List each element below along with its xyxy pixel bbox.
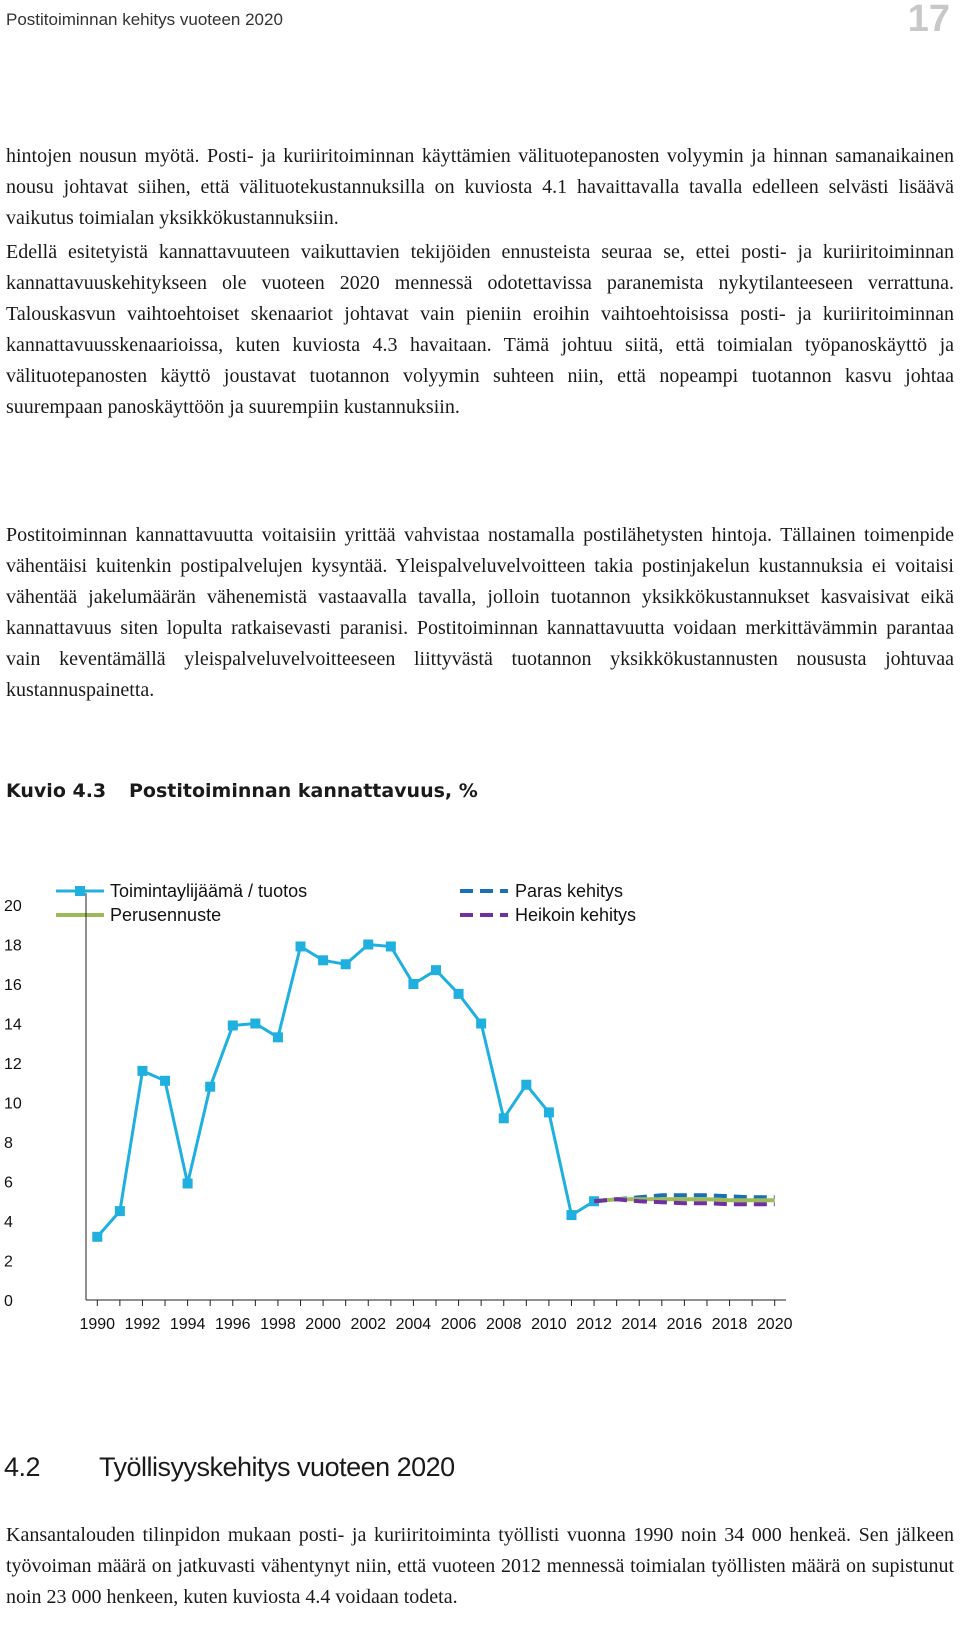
data-point bbox=[499, 1113, 509, 1123]
page-number: 17 bbox=[907, 0, 950, 40]
y-tick-label: 20 bbox=[4, 898, 22, 915]
data-point bbox=[341, 959, 351, 969]
y-tick-label: 0 bbox=[4, 1293, 13, 1310]
section-heading bbox=[4, 1452, 455, 1483]
x-tick-label: 1994 bbox=[169, 1316, 206, 1333]
data-point bbox=[544, 1107, 554, 1117]
data-point bbox=[273, 1032, 283, 1042]
legend-label-1: Toimintaylijäämä / tuotos bbox=[110, 881, 308, 901]
data-point bbox=[205, 1082, 215, 1092]
y-tick-label: 10 bbox=[4, 1095, 22, 1113]
paragraph-1: hintojen nousun myötä. Posti- ja kuriiritoiminnan käyttämien välituotepanosten volyymin ja hinnan samanaikainen nousu johtavat siihen, että välituotekustannuksilla on kuviosta 4.1 havaittavalla tavalla edelleen selvästi lisäävä vaikutus toimialan yksikkökustannuksiin. bbox=[6, 145, 954, 229]
section-number: 4.2 bbox=[4, 1452, 41, 1482]
data-point bbox=[408, 979, 418, 989]
data-point bbox=[521, 1080, 531, 1090]
data-point bbox=[228, 1020, 238, 1030]
series-line-1 bbox=[97, 945, 594, 1237]
legend-label-4: Heikoin kehitys bbox=[515, 905, 637, 925]
legend-label-2: Perusennuste bbox=[110, 905, 222, 925]
legend-marker bbox=[75, 886, 85, 896]
figure-caption bbox=[6, 780, 478, 802]
chart-plot-area bbox=[92, 940, 774, 1242]
section-title: Työllisyyskehitys vuoteen 2020 bbox=[99, 1452, 455, 1482]
legend-label-3: Paras kehitys bbox=[515, 881, 624, 901]
data-point bbox=[454, 989, 464, 999]
x-tick-label: 1990 bbox=[79, 1316, 116, 1333]
y-tick-label: 2 bbox=[4, 1253, 13, 1271]
data-point bbox=[160, 1076, 170, 1086]
data-point bbox=[137, 1066, 147, 1076]
x-tick-label: 2008 bbox=[485, 1316, 522, 1333]
x-tick-label: 2004 bbox=[395, 1316, 432, 1333]
profitability-line-chart bbox=[0, 835, 960, 1395]
x-tick-label: 1998 bbox=[260, 1316, 296, 1333]
data-point bbox=[566, 1210, 576, 1220]
x-tick-label: 1992 bbox=[124, 1316, 161, 1333]
data-point bbox=[92, 1232, 102, 1242]
data-point bbox=[476, 1019, 486, 1029]
data-point bbox=[363, 940, 373, 950]
x-tick-label: 1996 bbox=[214, 1316, 251, 1333]
x-tick-label: 2010 bbox=[531, 1316, 567, 1333]
data-point bbox=[318, 955, 328, 965]
x-tick-label: 2018 bbox=[711, 1316, 748, 1333]
chart-legend bbox=[56, 881, 636, 925]
data-point bbox=[431, 965, 441, 975]
x-tick-label: 2002 bbox=[350, 1316, 387, 1333]
x-tick-label: 2016 bbox=[666, 1316, 703, 1333]
y-tick-label: 14 bbox=[4, 1016, 22, 1034]
y-tick-label: 8 bbox=[4, 1135, 13, 1152]
y-tick-label: 6 bbox=[4, 1174, 13, 1192]
running-header: Postitoiminnan kehitys vuoteen 2020 bbox=[6, 10, 283, 29]
y-tick-label: 4 bbox=[4, 1214, 13, 1231]
x-tick-label: 2000 bbox=[305, 1316, 341, 1333]
data-point bbox=[115, 1206, 125, 1216]
data-point bbox=[250, 1019, 260, 1029]
x-tick-label: 2012 bbox=[576, 1316, 612, 1333]
figure-title: Postitoiminnan kannattavuus, % bbox=[129, 780, 478, 802]
x-tick-label: 2006 bbox=[440, 1316, 477, 1333]
data-point bbox=[183, 1178, 193, 1188]
figure-number: Kuvio 4.3 bbox=[6, 780, 107, 802]
y-tick-label: 12 bbox=[4, 1056, 22, 1073]
paragraph-4: Kansantalouden tilinpidon mukaan posti- ja kuriiritoiminta työllisti vuonna 1990 noin 34 000 henkeä. Sen jälkeen työvoiman määrä on jatkuvasti vähentynyt niin, että vuoteen 2012 mennessä toimialan työllisten määrä on supistunut noin 23 000 henkeen, kuten kuviosta 4.4 voidaan todeta. bbox=[6, 1524, 954, 1608]
x-tick-label: 2014 bbox=[621, 1316, 658, 1333]
y-tick-label: 16 bbox=[4, 977, 22, 994]
x-tick-label: 2020 bbox=[756, 1316, 793, 1333]
paragraph-2: Edellä esitetyistä kannattavuuteen vaikuttavien tekijöiden ennusteista seuraa se, ettei posti- ja kuriiritoiminnan kannattavuuskehitykseen ole vuoteen 2020 mennessä odotettavissa paranemista nykytilanteeseen verrattuna. Talouskasvun vaihtoehtoiset skenaariot johtavat vain pieniin eroihin vaihtoehtoisissa posti- ja kuriiritoiminnan kannattavuusskenaarioissa, kuten kuviosta 4.3 havaitaan. Tämä johtuu siitä, että toimialan työpanoskäyttö ja välituotepanosten käyttö joustavat tuotannon volyymin suhteen niin, että nopeampi tuotannon kasvu johtaa suurempaan panoskäyttöön ja suurempiin kustannuksiin. bbox=[6, 241, 954, 418]
y-tick-label: 18 bbox=[4, 937, 22, 955]
data-point bbox=[386, 941, 396, 951]
paragraph-3: Postitoiminnan kannattavuutta voitaisiin yrittää vahvistaa nostamalla postilähetysten hintoja. Tällainen toimenpide vähentäisi kuitenkin postipalvelujen kysyntää. Yleispalveluvelvoitteen takia postinjakelun kustannuksia ei voitaisi vähentää jakelumäärän vähenemistä vastaavalla tavalla, jolloin tuotannon yksikkökustannukset kasvaisivat eikä kannattavuus siten lopulta ratkaisevasti paranisi. Postitoiminnan kannattavuutta voidaan merkittävämmin parantaa vain keventämällä yleispalveluvelvoitteeseen liittyvästä tuotannon yksikkökustannusten noususta johtuvaa kustannuspainetta. bbox=[6, 524, 954, 701]
data-point bbox=[296, 941, 306, 951]
